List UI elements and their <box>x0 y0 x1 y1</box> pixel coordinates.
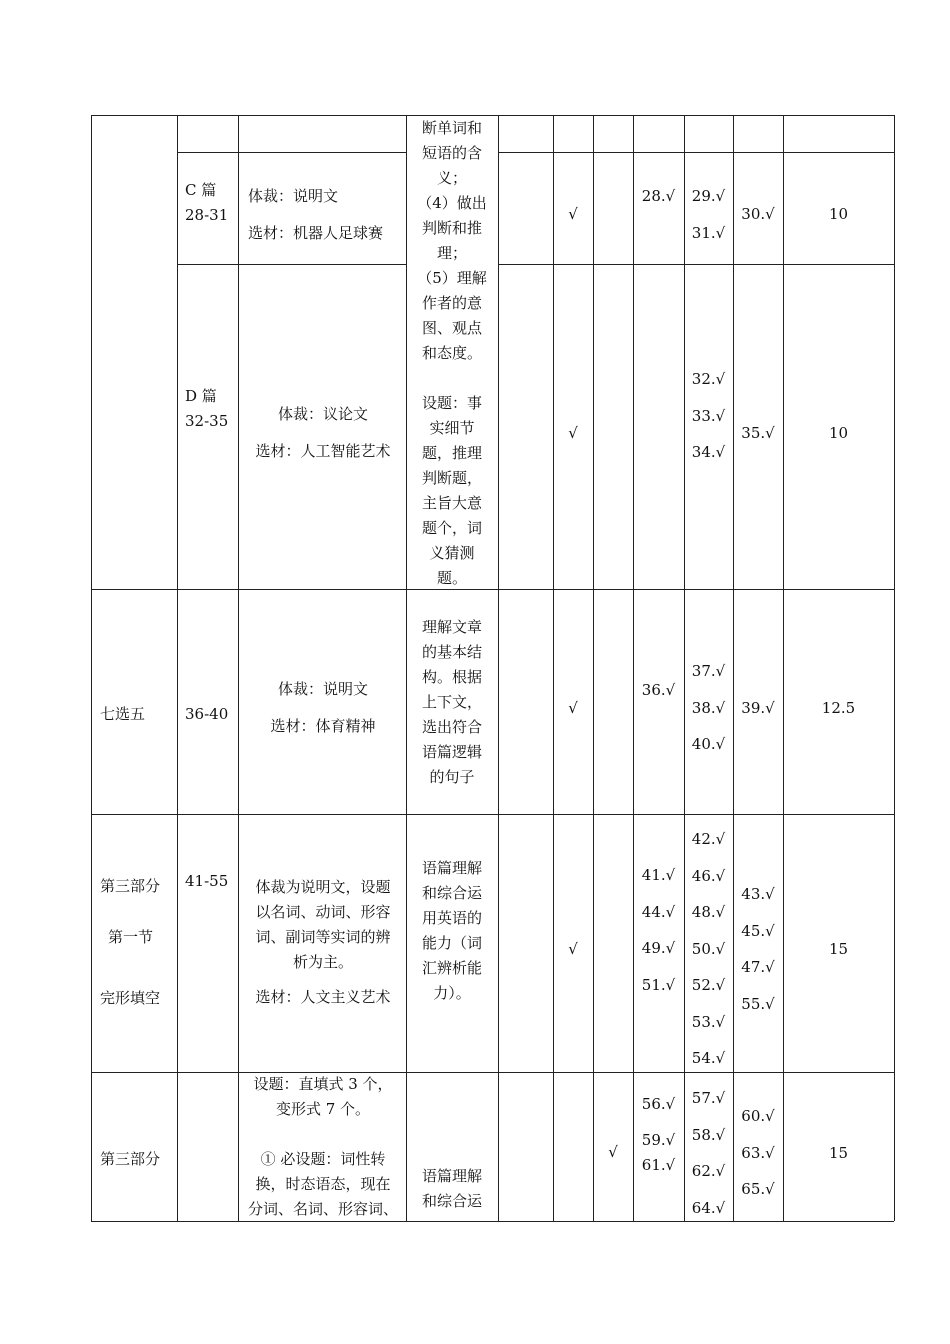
question-range: 36-40 <box>185 705 229 723</box>
col-border <box>238 115 239 1221</box>
item-mark: 34.√ <box>691 443 726 461</box>
col-border <box>733 115 734 1221</box>
col-border <box>783 115 784 1221</box>
col-border <box>894 115 895 1221</box>
items-col-c <box>733 415 783 452</box>
item-mark: 50.√ <box>691 939 726 958</box>
ability-line: 题，推理 <box>421 444 482 462</box>
ability-line: （5）理解 <box>417 269 487 287</box>
item-mark: 62.√ <box>691 1162 726 1180</box>
score: 10 <box>828 205 849 223</box>
item-mark: 46.√ <box>691 866 726 885</box>
item-mark: 53.√ <box>691 1012 726 1031</box>
score: 12.5 <box>821 699 856 717</box>
ability-line: 图、观点 <box>421 319 482 337</box>
desc-line: 换，时态语态，现在 <box>255 1175 391 1193</box>
ability-line: 的句子 <box>429 768 475 786</box>
section-name: 完形填空 <box>100 989 161 1007</box>
row-border <box>498 264 894 265</box>
ability-text <box>408 856 496 1006</box>
items-col-a <box>633 1092 684 1178</box>
ability-line: 和综合运 <box>421 1192 482 1210</box>
col-border <box>91 115 92 1221</box>
desc-line: 选材：体育精神 <box>270 717 376 735</box>
item-mark: 47.√ <box>741 958 775 976</box>
item-mark: 60.√ <box>741 1107 775 1125</box>
item-mark: 32.√ <box>691 370 726 388</box>
score: 15 <box>828 940 849 958</box>
ability-line: 汇辨析能 <box>421 959 482 977</box>
ability-line: 题。 <box>436 569 467 587</box>
desc-line: 以名词、动词、形容 <box>255 903 391 921</box>
item-mark: 39.√ <box>741 699 775 717</box>
check-mark: √ <box>568 424 578 442</box>
item-mark: 56.√ <box>641 1095 676 1113</box>
col-border <box>593 115 594 1221</box>
row-description <box>240 875 406 1010</box>
item-mark: 63.√ <box>741 1143 775 1162</box>
item-mark: 38.√ <box>691 698 726 717</box>
ability-line: 的基本结 <box>421 643 482 661</box>
col-border <box>406 115 407 1221</box>
ability-line: 义猜测 <box>429 544 475 562</box>
item-mark: 29.√ <box>691 187 726 205</box>
ability-line: 力）。 <box>433 984 471 1002</box>
ability-line: 作者的意 <box>421 294 482 312</box>
ability-line: 和综合运 <box>421 884 482 902</box>
item-mark: 55.√ <box>741 994 775 1013</box>
section-subtype: 第一节 <box>108 928 154 946</box>
check-mark: √ <box>568 699 578 717</box>
item-mark: 64.√ <box>691 1198 726 1217</box>
ability-line: 设题：事 <box>421 394 482 412</box>
item-mark: 65.√ <box>741 1180 775 1198</box>
check-mark: √ <box>608 1143 618 1161</box>
ability-line: 断单词和 <box>421 119 482 137</box>
ability-line: 选出符合 <box>421 718 482 736</box>
items-col-b <box>684 653 733 763</box>
desc-line: 析为主。 <box>292 953 353 971</box>
item-mark: 59.√ <box>641 1131 676 1149</box>
desc-line: 选材：机器人足球赛 <box>248 224 384 242</box>
item-mark: 35.√ <box>741 424 775 442</box>
ability-line: 题个，词 <box>421 519 482 537</box>
ability-line: 判断题， <box>421 469 482 487</box>
reading-ability-text <box>408 116 496 591</box>
ability-line: 义； <box>436 169 467 187</box>
items-col-b <box>684 821 733 1077</box>
item-mark: 58.√ <box>691 1125 726 1144</box>
ability-line: 判断和推 <box>421 219 482 237</box>
item-mark: 52.√ <box>691 976 726 994</box>
ability-line: 理解文章 <box>421 618 482 636</box>
item-mark: 40.√ <box>691 735 726 753</box>
row-border <box>91 1221 894 1222</box>
items-col-b <box>684 361 733 471</box>
row-border <box>91 814 894 815</box>
item-mark: 28.√ <box>641 187 676 205</box>
row-border <box>91 1072 894 1073</box>
item-mark: 48.√ <box>691 903 726 921</box>
ability-line: 能力（词 <box>421 934 482 952</box>
row-description <box>240 402 406 464</box>
desc-line <box>240 1122 406 1147</box>
check-mark: √ <box>568 940 578 958</box>
items-col-a <box>633 857 684 1003</box>
ability-line: 短语的含 <box>421 144 482 162</box>
item-mark: 51.√ <box>641 975 676 994</box>
question-range: C 篇 28-31 <box>185 181 229 224</box>
ability-text <box>408 1164 496 1214</box>
items-col-c <box>733 690 783 727</box>
row-border <box>498 152 894 153</box>
score: 10 <box>828 424 849 442</box>
row-border <box>177 152 406 153</box>
section-type: 七选五 <box>100 705 146 723</box>
desc-line: 体裁为说明文，设题 <box>255 878 391 896</box>
ability-line: 主旨大意 <box>421 494 482 512</box>
item-mark: 49.√ <box>641 939 676 957</box>
item-mark: 57.√ <box>691 1089 726 1107</box>
items-col-c <box>733 196 783 233</box>
score: 15 <box>828 1144 849 1162</box>
item-mark: 41.√ <box>641 866 676 884</box>
section-type: 第三部分 <box>100 877 161 895</box>
item-mark: 31.√ <box>691 223 726 242</box>
col-border <box>177 115 178 1221</box>
ability-line: 实细节 <box>429 419 475 437</box>
item-mark: 37.√ <box>691 662 726 680</box>
check-mark: √ <box>568 205 578 223</box>
desc-line: 体裁：议论文 <box>277 405 368 423</box>
ability-line: 理； <box>436 244 467 262</box>
row-description <box>248 184 383 246</box>
item-mark: 61.√ <box>641 1156 676 1174</box>
ability-line: 语篇逻辑 <box>421 743 482 761</box>
desc-line: 分词、名词、形容词、 <box>247 1200 398 1218</box>
items-col-b <box>684 178 733 251</box>
ability-line: 上下文， <box>421 693 482 711</box>
items-col-a <box>633 672 684 709</box>
desc-line: 选材：人文主义艺术 <box>255 988 391 1006</box>
col-border <box>553 115 554 1221</box>
ability-line: 语篇理解 <box>421 1167 482 1185</box>
col-border <box>498 115 499 1221</box>
desc-line: ① 必设题：词性转 <box>260 1150 386 1168</box>
desc-line: 变形式 7 个。 <box>275 1100 371 1118</box>
item-mark: 54.√ <box>691 1049 726 1067</box>
desc-line: 设题：直填式 3 个， <box>253 1075 393 1093</box>
desc-line: 选材：人工智能艺术 <box>255 442 391 460</box>
item-mark: 44.√ <box>641 902 676 921</box>
items-col-c <box>733 876 783 1022</box>
question-range: D 篇 32-35 <box>185 387 229 430</box>
item-mark: 30.√ <box>741 205 775 223</box>
row-description <box>240 677 406 739</box>
ability-line <box>408 366 496 391</box>
items-col-b <box>684 1080 733 1226</box>
item-mark: 33.√ <box>691 406 726 425</box>
ability-line: 和态度。 <box>421 344 482 362</box>
question-range: 41-55 <box>185 872 229 890</box>
section-type: 第三部分 <box>100 1150 161 1168</box>
items-col-c <box>733 1098 783 1208</box>
ability-line: 构。根据 <box>421 668 482 686</box>
col-border <box>633 115 634 1221</box>
ability-text <box>408 615 496 790</box>
ability-line: （4）做出 <box>417 194 487 212</box>
items-col-a <box>633 178 684 215</box>
desc-line: 词、副词等实词的辨 <box>255 928 391 946</box>
item-mark: 43.√ <box>741 885 775 903</box>
item-mark: 36.√ <box>641 681 676 699</box>
ability-line: 用英语的 <box>421 909 482 927</box>
desc-line: 体裁：说明文 <box>248 187 339 205</box>
item-mark: 42.√ <box>691 830 726 848</box>
row-border <box>177 264 406 265</box>
item-mark: 45.√ <box>741 921 775 940</box>
ability-line: 语篇理解 <box>421 859 482 877</box>
row-description <box>240 1072 406 1222</box>
desc-line: 体裁：说明文 <box>277 680 368 698</box>
